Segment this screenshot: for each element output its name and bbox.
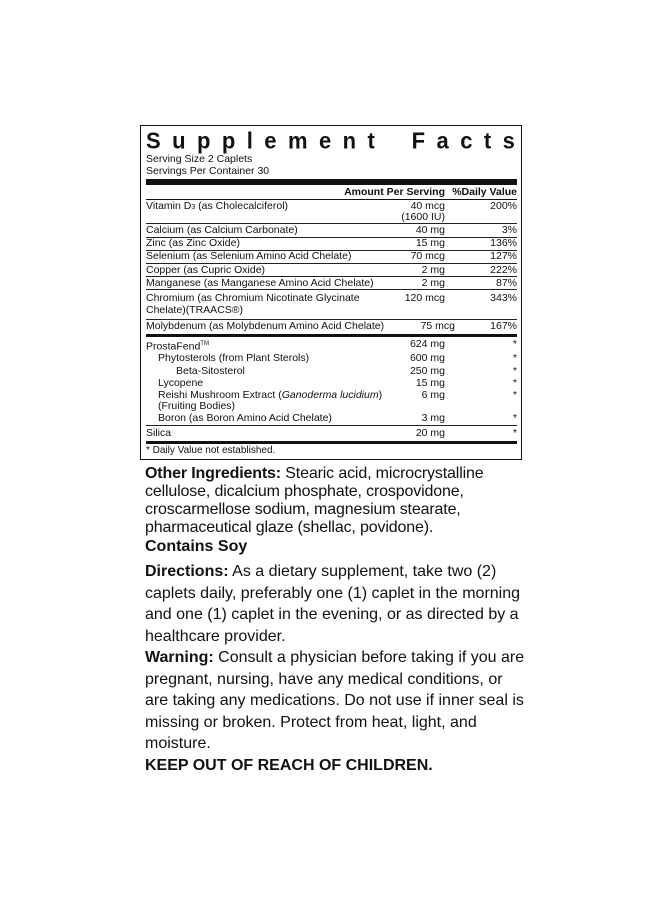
blend-item-name: Reishi Mushroom Extract ( — [158, 388, 282, 401]
nutrient-amount: 15 mg — [415, 237, 445, 250]
title-letter: F — [411, 127, 426, 154]
blend-item-name: Boron (as Boron Amino Acid Chelate) — [158, 412, 332, 425]
directions-text: As a dietary supplement, take two (2) caplets daily, preferably one (1) caplet in the morning and one (1) caplet in the evening, or as directed by a healthcare provider. — [145, 563, 521, 645]
title-letter: m — [287, 127, 308, 154]
title-letter: c — [460, 127, 473, 154]
nutrient-name: Calcium (as Calcium Carbonate) — [146, 223, 298, 236]
warning-label: Warning: — [145, 649, 214, 666]
nutrient-dv: 3% — [501, 223, 517, 236]
blend-row — [146, 337, 517, 353]
column-header — [146, 185, 517, 200]
blend-item-row — [146, 365, 517, 377]
nutrient-name: Chromium (as Chromium Nicotinate Glycinate — [146, 291, 360, 304]
amount-header: Amount Per Serving — [344, 186, 445, 198]
nutrient-name: Selenium (as Selenium Amino Acid Chelate) — [146, 250, 352, 263]
nutrient-dv: 136% — [490, 237, 517, 250]
blend-item-name: Lycopene — [158, 376, 204, 389]
nutrient-row — [146, 425, 517, 441]
title-space — [386, 127, 400, 154]
nutrient-dv: 127% — [490, 250, 517, 263]
nutrient-name: Molybdenum (as Molybdenum Amino Acid Chelate) — [146, 320, 385, 333]
nutrient-row — [146, 237, 517, 250]
nutrient-dv: 167% — [490, 320, 517, 333]
blend-item-row — [146, 413, 517, 425]
blend-item-dv: * — [512, 364, 517, 377]
blend-item-dv: * — [512, 388, 517, 401]
blend-amount: 624 mg — [409, 337, 445, 350]
blend-item-dv: * — [512, 352, 517, 365]
nutrient-amount: 40 mg — [415, 223, 445, 236]
blend-item-amount: 15 mg — [415, 376, 445, 389]
nutrient-dv: 200% — [490, 199, 517, 212]
nutrient-name: Copper (as Cupric Oxide) — [146, 263, 266, 276]
nutrient-name-line2: Chelate)(TRAACS®) — [146, 304, 244, 317]
title-letter: p — [221, 127, 236, 154]
title-letter: t — [367, 127, 375, 154]
nutrient-amount: 75 mcg — [420, 320, 455, 333]
nutrient-name: Silica — [146, 427, 172, 440]
nutrient-amount: 120 mcg — [404, 291, 445, 304]
supplement-facts-panel — [140, 125, 522, 460]
nutrient-name: Zinc (as Zinc Oxide) — [146, 237, 240, 250]
nutrient-row — [146, 223, 517, 236]
blend-dv: * — [512, 337, 517, 350]
blend-item-dv: * — [512, 412, 517, 425]
nutrient-row — [146, 276, 517, 289]
nutrient-dv: 343% — [490, 291, 517, 304]
nutrient-amount: 2 mg — [421, 276, 445, 289]
nutrient-row — [146, 263, 517, 276]
title-letter: e — [318, 127, 332, 154]
nutrient-amount-iu: (1600 IU) — [401, 210, 445, 223]
blend-item-name-rest: ) — [378, 388, 383, 401]
label-text — [145, 465, 525, 775]
contains-soy: Contains Soy — [145, 538, 248, 555]
nutrient-row — [146, 319, 517, 334]
nutrient-amount: 2 mg — [421, 263, 445, 276]
panel-title — [146, 128, 517, 154]
servings-per-container: Servings Per Container 30 — [146, 164, 270, 177]
blend-item-row — [146, 353, 517, 365]
blend-item-row — [146, 389, 517, 412]
nutrient-dv: * — [512, 427, 517, 440]
dv-header: %Daily Value — [452, 186, 517, 198]
nutrient-amount: 70 mcg — [410, 250, 445, 263]
nutrient-row — [146, 200, 517, 223]
title-letter: t — [483, 127, 492, 154]
footnote: * Daily Value not established. — [146, 445, 276, 457]
blend-item-name: Beta-Sitosterol — [176, 364, 245, 377]
blend-item-row — [146, 377, 517, 389]
other-ingredients-text: Stearic acid, microcrystalline cellulose, dicalcium phosphate, crospovidone, croscarmellose sodium, magnesium stearate, pharmaceutical glaze (shellac, povidone). — [145, 465, 484, 536]
warning — [145, 647, 525, 755]
blend-name: ProstaFend — [146, 340, 201, 353]
title-letter: e — [264, 127, 277, 154]
nutrient-dv: 222% — [490, 263, 517, 276]
blend-item-name-line2: (Fruiting Bodies) — [158, 400, 236, 413]
blend-item-amount: 6 mg — [421, 388, 445, 401]
title-letter: u — [172, 127, 186, 154]
keep-out-warning: KEEP OUT OF REACH OF CHILDREN. — [145, 756, 433, 774]
title-letter: S — [146, 127, 161, 154]
other-ingredients — [145, 465, 525, 537]
directions-label: Directions: — [145, 563, 229, 580]
nutrient-subscript: 3 — [191, 203, 196, 211]
other-ingredients-label: Other Ingredients: — [145, 465, 281, 482]
nutrient-dv: 87% — [495, 276, 517, 289]
serving-size: Serving Size 2 Caplets — [146, 153, 253, 165]
warning-text: Consult a physician before taking if you are pregnant, nursing, have any medical conditions, or are taking any medications. Do not use if inner seal is missing or broken. Protect from heat, light, and moisture. — [145, 649, 525, 752]
nutrient-row — [146, 250, 517, 263]
title-letter: a — [436, 127, 449, 154]
nutrient-name: Manganese (as Manganese Amino Acid Chelate) — [146, 276, 374, 289]
blend-item-amount: 600 mg — [409, 352, 445, 365]
title-letter: p — [196, 127, 211, 154]
trademark-mark: TM — [200, 340, 209, 347]
directions — [145, 561, 525, 647]
title-letter: n — [342, 127, 357, 154]
nutrient-amount: 20 mg — [415, 427, 445, 440]
blend-item-name: Phytosterols (from Plant Sterols) — [158, 352, 310, 365]
nutrient-amount: 40 mcg — [410, 199, 445, 212]
blend-item-dv: * — [512, 376, 517, 389]
nutrient-name: Vitamin D — [146, 199, 192, 212]
latin-name: Ganoderma lucidium — [281, 388, 379, 401]
blend-item-amount: 3 mg — [421, 412, 445, 425]
blend-item-amount: 250 mg — [409, 364, 445, 377]
nutrient-row — [146, 289, 517, 319]
nutrient-name-rest: (as Cholecalciferol) — [195, 199, 289, 212]
title-letter: s — [502, 127, 515, 154]
title-letter: l — [246, 127, 253, 154]
